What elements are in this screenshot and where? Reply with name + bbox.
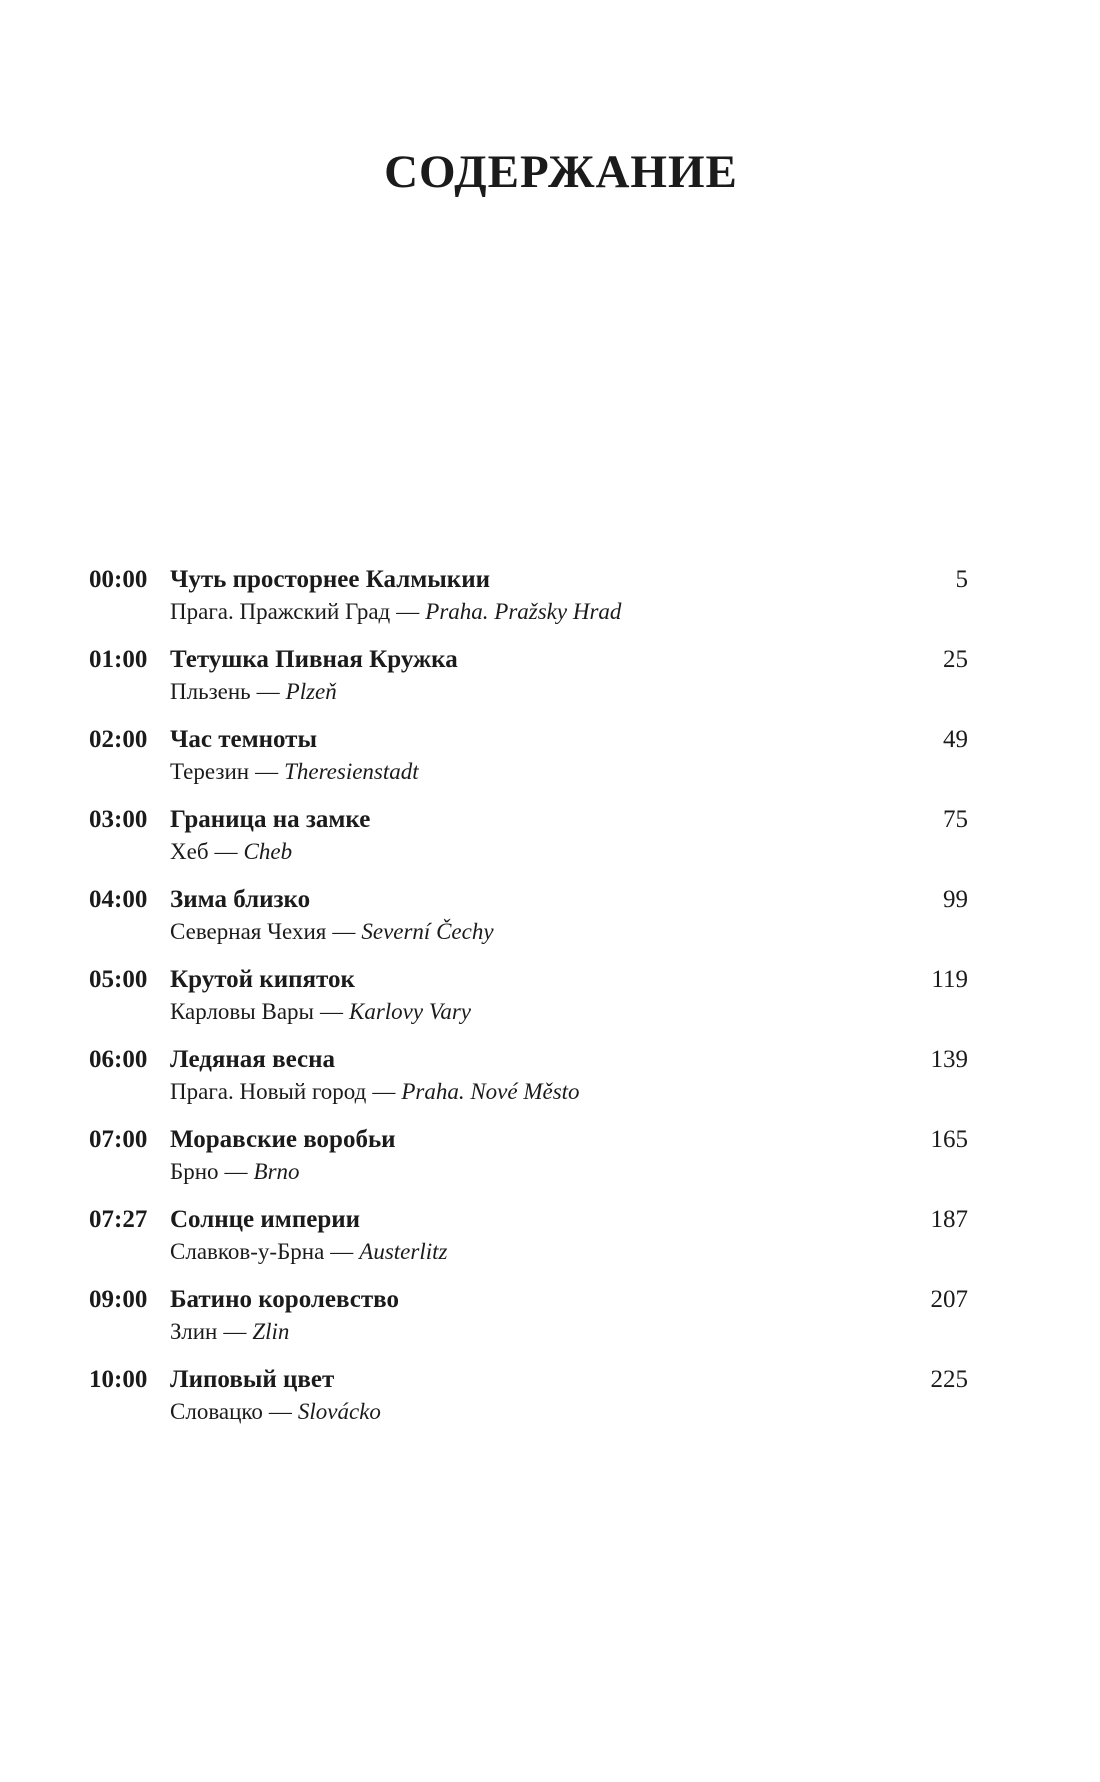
subtitle-place-latin: Zlin — [252, 1319, 290, 1344]
entry-timecode: 07:00 — [89, 1126, 148, 1153]
subtitle-dash: — — [320, 999, 343, 1024]
toc-list — [0, 563, 1100, 1427]
toc-entry — [89, 963, 968, 1027]
subtitle-place-latin: Severní Čechy — [361, 919, 494, 944]
subtitle-place-russian: Злин — [170, 1319, 218, 1344]
entry-title: Тетушка Пивная Кружка — [170, 646, 458, 673]
entry-title: Крутой кипяток — [170, 966, 355, 993]
subtitle-place-russian: Терезин — [170, 759, 250, 784]
toc-entry — [89, 883, 968, 947]
entry-title: Батино королевство — [170, 1286, 400, 1313]
subtitle-place-russian: Хеб — [170, 839, 209, 864]
entry-page-number: 225 — [930, 1366, 968, 1393]
subtitle-place-latin: Plzeň — [285, 679, 337, 704]
entry-title: Липовый цвет — [170, 1366, 335, 1393]
entry-page-number: 99 — [943, 886, 968, 913]
toc-entry — [89, 1123, 968, 1187]
entry-title: Ледяная весна — [170, 1046, 335, 1073]
subtitle-dash: — — [332, 919, 356, 944]
subtitle-place-russian: Пльзень — [170, 679, 251, 704]
entry-title: Солнце империи — [170, 1206, 361, 1233]
toc-entry — [89, 723, 968, 787]
subtitle-place-latin: Cheb — [243, 839, 293, 864]
entry-subtitle — [170, 597, 968, 627]
subtitle-dash: — — [223, 1319, 247, 1344]
subtitle-place-latin: Brno — [253, 1159, 300, 1184]
toc-entry — [89, 803, 968, 867]
toc-entry — [89, 1203, 968, 1267]
toc-entry — [89, 1283, 968, 1347]
contents-page — [0, 146, 1100, 1782]
entry-timecode: 04:00 — [89, 886, 148, 913]
entry-page-number: 75 — [943, 806, 968, 833]
subtitle-place-russian: Прага. Пражский Град — [170, 599, 391, 624]
toc-entry — [89, 563, 968, 627]
entry-subtitle — [170, 677, 968, 707]
subtitle-place-latin: Theresienstadt — [284, 759, 419, 784]
entry-subtitle — [170, 1157, 968, 1187]
subtitle-dash: — — [396, 599, 420, 624]
entry-title: Чуть просторнее Калмыкии — [170, 566, 491, 593]
entry-page-number: 139 — [930, 1046, 968, 1073]
subtitle-place-russian: Карловы Вары — [170, 999, 314, 1024]
subtitle-place-russian: Северная Чехия — [170, 919, 327, 944]
subtitle-place-russian: Словацко — [170, 1399, 263, 1424]
subtitle-dash: — — [214, 839, 238, 864]
entry-title: Час темноты — [170, 726, 317, 753]
entry-timecode: 02:00 — [89, 726, 148, 753]
entry-timecode: 00:00 — [89, 566, 148, 593]
entry-subtitle — [170, 1237, 968, 1267]
entry-subtitle — [170, 837, 968, 867]
entry-subtitle — [170, 997, 968, 1027]
subtitle-place-latin: Praha. Pražsky Hrad — [425, 599, 622, 624]
subtitle-dash: — — [255, 759, 279, 784]
entry-title: Зима близко — [170, 886, 311, 913]
entry-timecode: 01:00 — [89, 646, 148, 673]
subtitle-place-latin: Austerlitz — [359, 1239, 448, 1264]
subtitle-dash: — — [224, 1159, 248, 1184]
entry-subtitle — [170, 917, 968, 947]
subtitle-dash: — — [372, 1079, 396, 1104]
toc-entry — [89, 1043, 968, 1107]
subtitle-place-latin: Praha. Nové Město — [401, 1079, 580, 1104]
subtitle-dash: — — [256, 679, 280, 704]
entry-title: Моравские воробьи — [170, 1126, 396, 1153]
entry-title: Граница на замке — [170, 806, 371, 833]
page-title: СОДЕРЖАНИЕ — [384, 146, 738, 198]
subtitle-place-russian: Брно — [170, 1159, 219, 1184]
entry-page-number: 207 — [930, 1286, 968, 1313]
entry-page-number: 25 — [943, 646, 968, 673]
entry-timecode: 06:00 — [89, 1046, 148, 1073]
entry-page-number: 119 — [931, 966, 968, 993]
entry-subtitle — [170, 757, 968, 787]
toc-entry — [89, 643, 968, 707]
subtitle-dash: — — [330, 1239, 354, 1264]
entry-subtitle — [170, 1317, 968, 1347]
entry-page-number: 5 — [955, 566, 968, 593]
entry-page-number: 165 — [930, 1126, 968, 1153]
entry-subtitle — [170, 1397, 968, 1427]
subtitle-dash: — — [268, 1399, 292, 1424]
entry-page-number: 49 — [943, 726, 968, 753]
subtitle-place-latin: Slovácko — [297, 1399, 381, 1424]
entry-timecode: 05:00 — [89, 966, 148, 993]
entry-timecode: 07:27 — [89, 1206, 148, 1233]
subtitle-place-russian: Славков-у-Брна — [170, 1239, 325, 1264]
subtitle-place-latin: Karlovy Vary — [349, 999, 472, 1024]
entry-timecode: 09:00 — [89, 1286, 148, 1313]
subtitle-place-russian: Прага. Новый город — [170, 1079, 367, 1104]
entry-page-number: 187 — [930, 1206, 968, 1233]
toc-entry — [89, 1363, 968, 1427]
entry-timecode: 03:00 — [89, 806, 148, 833]
entry-timecode: 10:00 — [89, 1366, 148, 1393]
entry-subtitle — [170, 1077, 968, 1107]
